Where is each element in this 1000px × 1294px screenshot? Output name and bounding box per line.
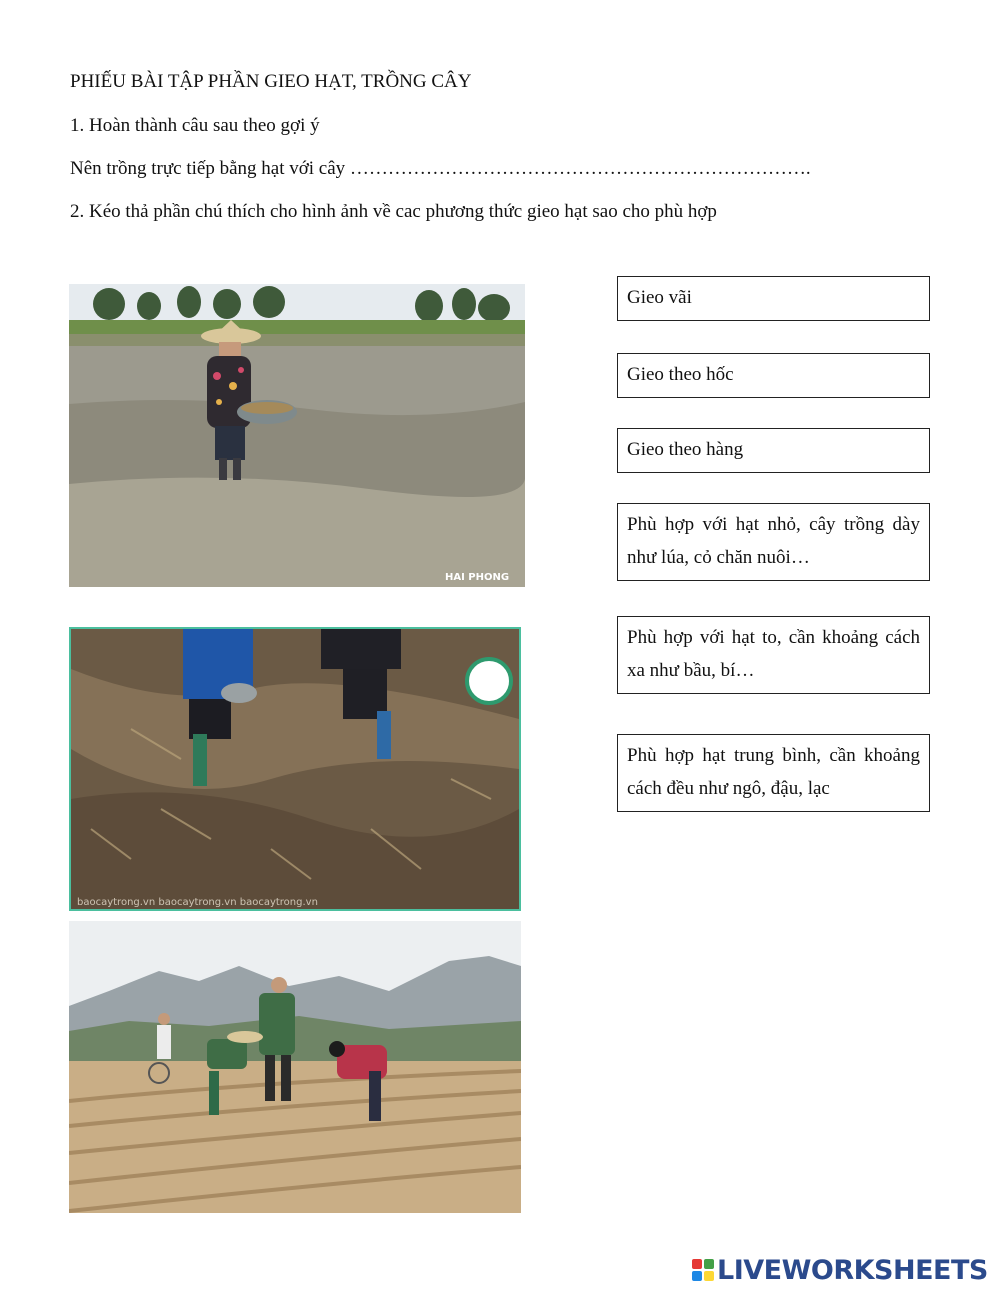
question-2-heading: 2. Kéo thả phần chú thích cho hình ảnh về cac phương thức gieo hạt sao cho phù hợp: [70, 201, 717, 222]
liveworksheets-logo: [692, 1254, 988, 1286]
label-box-small-seeds[interactable]: Phù hợp với hạt nhỏ, cây trồng dày như lúa, cỏ chăn nuôi…: [617, 503, 930, 581]
logo-mark-icon: [692, 1259, 714, 1281]
logo-mark-tile: [704, 1259, 714, 1269]
photo-2-watermark: baocaytrong.vn baocaytrong.vn baocaytrong.vn: [77, 897, 318, 908]
question-1-heading: 1. Hoàn thành câu sau theo gợi ý: [70, 115, 320, 136]
label-box-medium-seeds[interactable]: Phù hợp hạt trung bình, cần khoảng cách đều như ngô, đậu, lạc: [617, 734, 930, 812]
photo-1-watermark: HAI PHONG: [445, 572, 510, 583]
label-box-hole[interactable]: Gieo theo hốc: [617, 353, 930, 398]
worksheet-title: PHIẾU BÀI TẬP PHẦN GIEO HẠT, TRỒNG CÂY: [70, 71, 472, 92]
logo-mark-tile: [692, 1271, 702, 1281]
question-1-sentence: Nên trồng trực tiếp bằng hạt với cây ……………………………………………………………….: [70, 158, 811, 179]
logo-mark-tile: [692, 1259, 702, 1269]
logo-mark-tile: [704, 1271, 714, 1281]
label-box-row[interactable]: Gieo theo hàng: [617, 428, 930, 473]
photo-broadcast-sowing: [69, 284, 525, 587]
photo-row-sowing: [69, 921, 521, 1213]
photo-hole-sowing: [69, 627, 521, 911]
brand-name: LIVEWORKSHEETS: [717, 1254, 988, 1286]
label-box-large-seeds[interactable]: Phù hợp với hạt to, cần khoảng cách xa như bầu, bí…: [617, 616, 930, 694]
label-box-broadcast[interactable]: Gieo vãi: [617, 276, 930, 321]
